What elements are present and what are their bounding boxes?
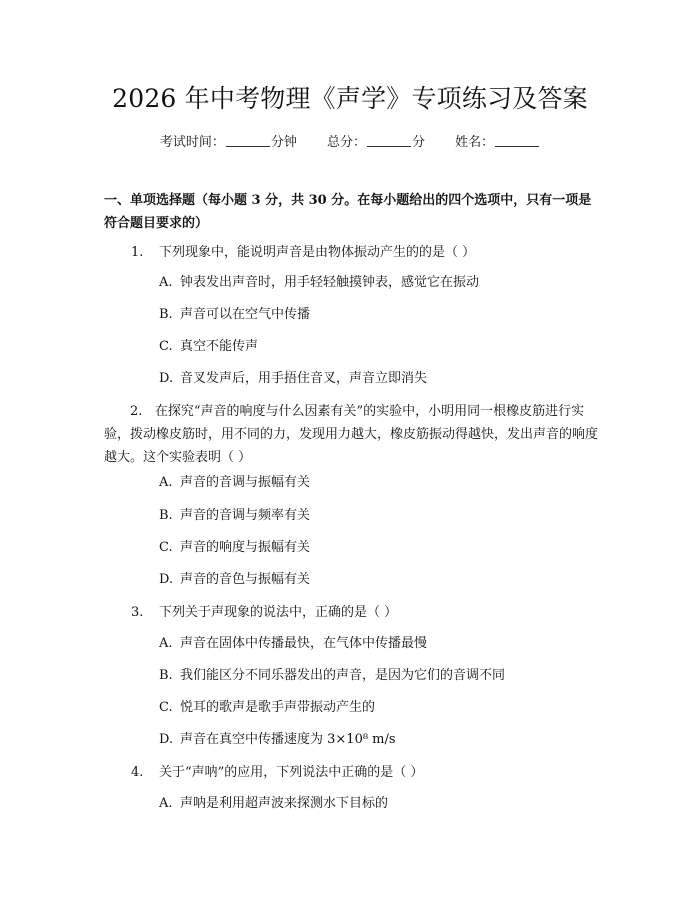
question-3-option-c bbox=[159, 698, 375, 718]
exam-time-blank bbox=[226, 131, 270, 147]
total-score-blank bbox=[367, 131, 411, 147]
question-2-option-d bbox=[159, 570, 310, 590]
total-score-label: 总分： bbox=[326, 135, 366, 150]
option-text: 音叉发声后，用手捂住音叉，声音立即消失 bbox=[180, 371, 428, 386]
option-text: 钟表发出声音时，用手轻轻触摸钟表，感觉它在振动 bbox=[180, 275, 480, 290]
question-1-option-b bbox=[159, 305, 310, 325]
option-text: 声音的音调与频率有关 bbox=[180, 508, 311, 523]
question-number: 1. bbox=[131, 245, 144, 260]
option-label: B. bbox=[159, 307, 173, 322]
exam-time-unit: 分钟 bbox=[270, 135, 297, 150]
section-heading: 一、单项选择题（每小题 3 分，共 30 分。在每小题给出的四个选项中，只有一项是符合题目要求的） bbox=[104, 193, 592, 231]
exam-time bbox=[160, 131, 297, 153]
option-label: C. bbox=[159, 700, 173, 715]
question-number: 2. bbox=[130, 404, 143, 419]
question-3-option-b bbox=[159, 666, 505, 686]
option-text: 悦耳的歌声是歌手声带振动产生的 bbox=[180, 700, 376, 715]
question-text: 下列现象中，能说明声音是由物体振动产生的的是（ ） bbox=[159, 245, 476, 260]
option-label: B. bbox=[159, 508, 173, 523]
question-3-stem bbox=[131, 601, 397, 624]
exam-info bbox=[0, 131, 700, 153]
option-label: A. bbox=[159, 475, 173, 490]
exam-time-label: 考试时间： bbox=[159, 135, 225, 150]
student-name-blank bbox=[495, 131, 539, 147]
question-4-stem bbox=[131, 761, 423, 784]
option-text: 我们能区分不同乐器发出的声音，是因为它们的音调不同 bbox=[180, 668, 506, 683]
option-label: D. bbox=[159, 371, 174, 386]
option-text: 真空不能传声 bbox=[180, 339, 259, 354]
question-text: 在探究“声音的响度与什么因素有关”的实验中，小明用同一根橡皮筋进行实验，拨动橡皮筋时，用不同的力，发现用力越大，橡皮筋振动得越快，发出声音的响度越大。这个实验表明（ ） bbox=[104, 404, 599, 465]
page-title: 2026 年中考物理《声学》专项练习及答案 bbox=[112, 84, 588, 113]
student-name bbox=[455, 131, 540, 153]
question-2-stem bbox=[104, 400, 604, 469]
question-text: 下列关于声现象的说法中，正确的是（ ） bbox=[159, 605, 398, 620]
option-label: C. bbox=[159, 339, 173, 354]
option-label: A. bbox=[159, 796, 173, 811]
option-text: 声呐是利用超声波来探测水下目标的 bbox=[180, 796, 389, 811]
option-text: 声音可以在空气中传播 bbox=[180, 307, 311, 322]
question-1-stem bbox=[131, 241, 475, 264]
question-2-option-a bbox=[159, 473, 310, 493]
option-label: D. bbox=[159, 732, 174, 747]
option-text: 声音的响度与振幅有关 bbox=[180, 540, 311, 555]
option-label: A. bbox=[159, 275, 173, 290]
option-text: 声音的音调与振幅有关 bbox=[180, 475, 311, 490]
student-name-label: 姓名： bbox=[455, 135, 495, 150]
question-number: 4. bbox=[131, 765, 144, 780]
total-score-unit: 分 bbox=[412, 135, 426, 150]
question-1-option-a bbox=[159, 273, 479, 293]
question-1-option-c bbox=[159, 337, 258, 357]
question-2-option-c bbox=[159, 538, 310, 558]
question-text: 关于“声呐”的应用，下列说法中正确的是（ ） bbox=[159, 765, 424, 780]
option-label: A. bbox=[159, 636, 173, 651]
option-label: B. bbox=[159, 668, 173, 683]
total-score bbox=[327, 131, 425, 153]
question-3-option-d bbox=[159, 730, 396, 750]
option-text: 声音的音色与振幅有关 bbox=[180, 572, 311, 587]
question-2-option-b bbox=[159, 506, 310, 526]
question-number: 3. bbox=[131, 605, 144, 620]
option-label: D. bbox=[159, 572, 174, 587]
option-label: C. bbox=[159, 540, 173, 555]
question-4-option-a bbox=[159, 794, 388, 814]
option-text: 声音在真空中传播速度为 3×10⁸ m/s bbox=[180, 732, 396, 747]
question-1-option-d bbox=[159, 369, 427, 389]
question-3-option-a bbox=[159, 634, 427, 654]
option-text: 声音在固体中传播最快，在气体中传播最慢 bbox=[180, 636, 428, 651]
